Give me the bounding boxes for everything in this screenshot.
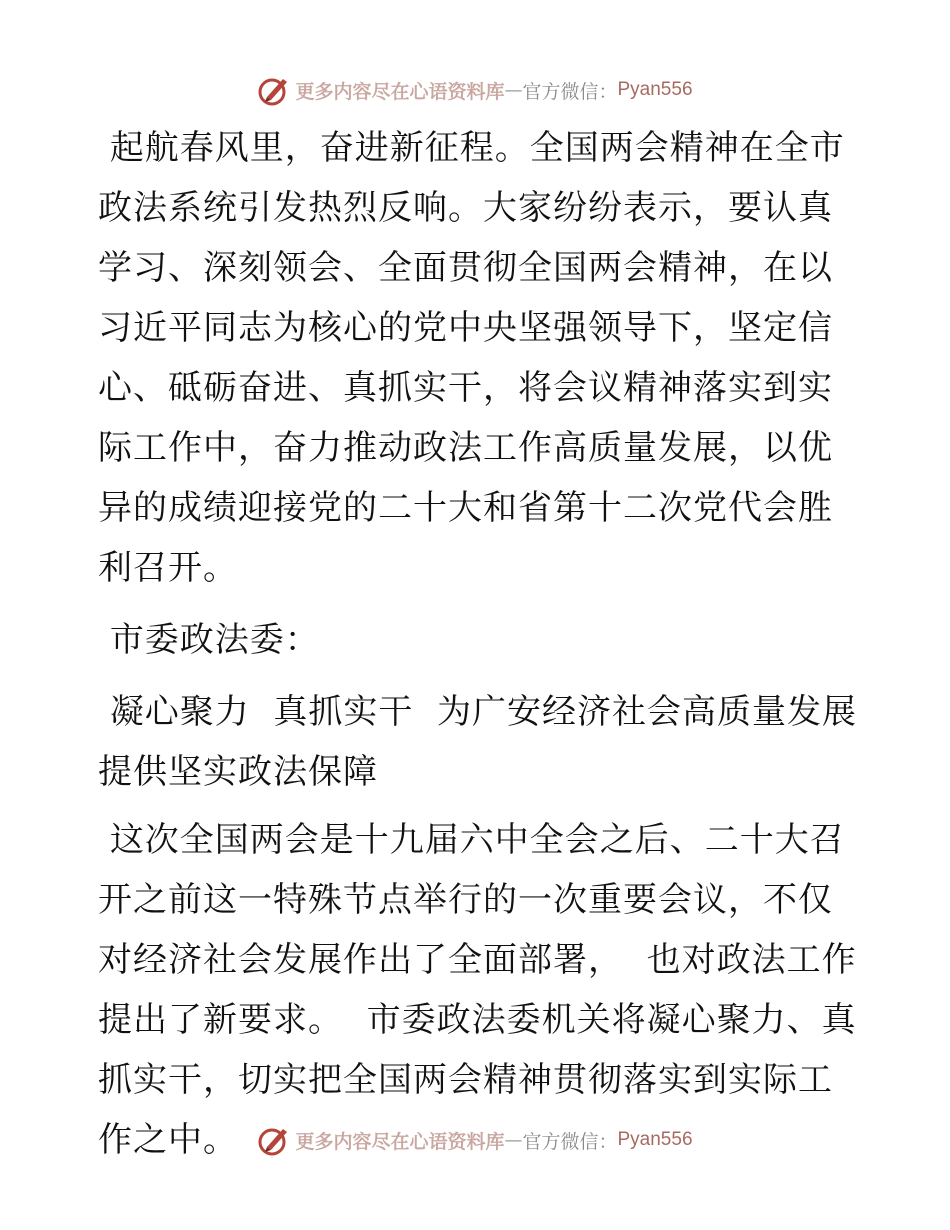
document-body <box>98 118 858 1170</box>
watermark-label: 官方微信： <box>522 80 618 103</box>
watermark-label: 官方微信： <box>522 1130 618 1153</box>
watermark-wechat-id: Pyan556 <box>617 79 693 100</box>
pen-logo-icon <box>257 73 291 107</box>
paragraph-body: 这次全国两会是十九届六中全会之后、二十大召开之前这一特殊节点举行的一次重要会议，不仅对经济社会发展作出了全面部署， 也对政法工作提出了新要求。 市委政法委机关将凝心聚力、真抓实干，切实把全国两会精神贯彻落实到实际工作之中。 <box>98 820 857 1160</box>
paragraph-subtitle: 凝心聚力 真抓实干 为广安经济社会高质量发展提供坚实政法保障 <box>98 692 858 792</box>
paragraph-org-heading: 市委政法委： <box>98 620 320 660</box>
watermark-header <box>0 70 950 110</box>
watermark-footer <box>0 1120 950 1160</box>
watermark-dash: — <box>504 79 523 101</box>
paragraph-intro: 起航春风里，奋进新征程。全国两会精神在全市政法系统引发热烈反响。大家纷纷表示，要认真学习、深刻领会、全面贯彻全国两会精神，在以习近平同志为核心的党中央坚强领导下，坚定信心、砥砺奋进、真抓实干，将会议精神落实到实际工作中，奋力推动政法工作高质量发展，以优异的成绩迎接党的二十大和省第十二次党代会胜利召开。 <box>98 128 845 588</box>
watermark-main-text: 更多内容尽在心语资料库 <box>295 1130 505 1153</box>
watermark-dash: — <box>504 1129 523 1151</box>
watermark-wechat-id: Pyan556 <box>617 1129 693 1150</box>
pen-logo-icon <box>257 1123 291 1157</box>
watermark-main-text: 更多内容尽在心语资料库 <box>295 80 505 103</box>
